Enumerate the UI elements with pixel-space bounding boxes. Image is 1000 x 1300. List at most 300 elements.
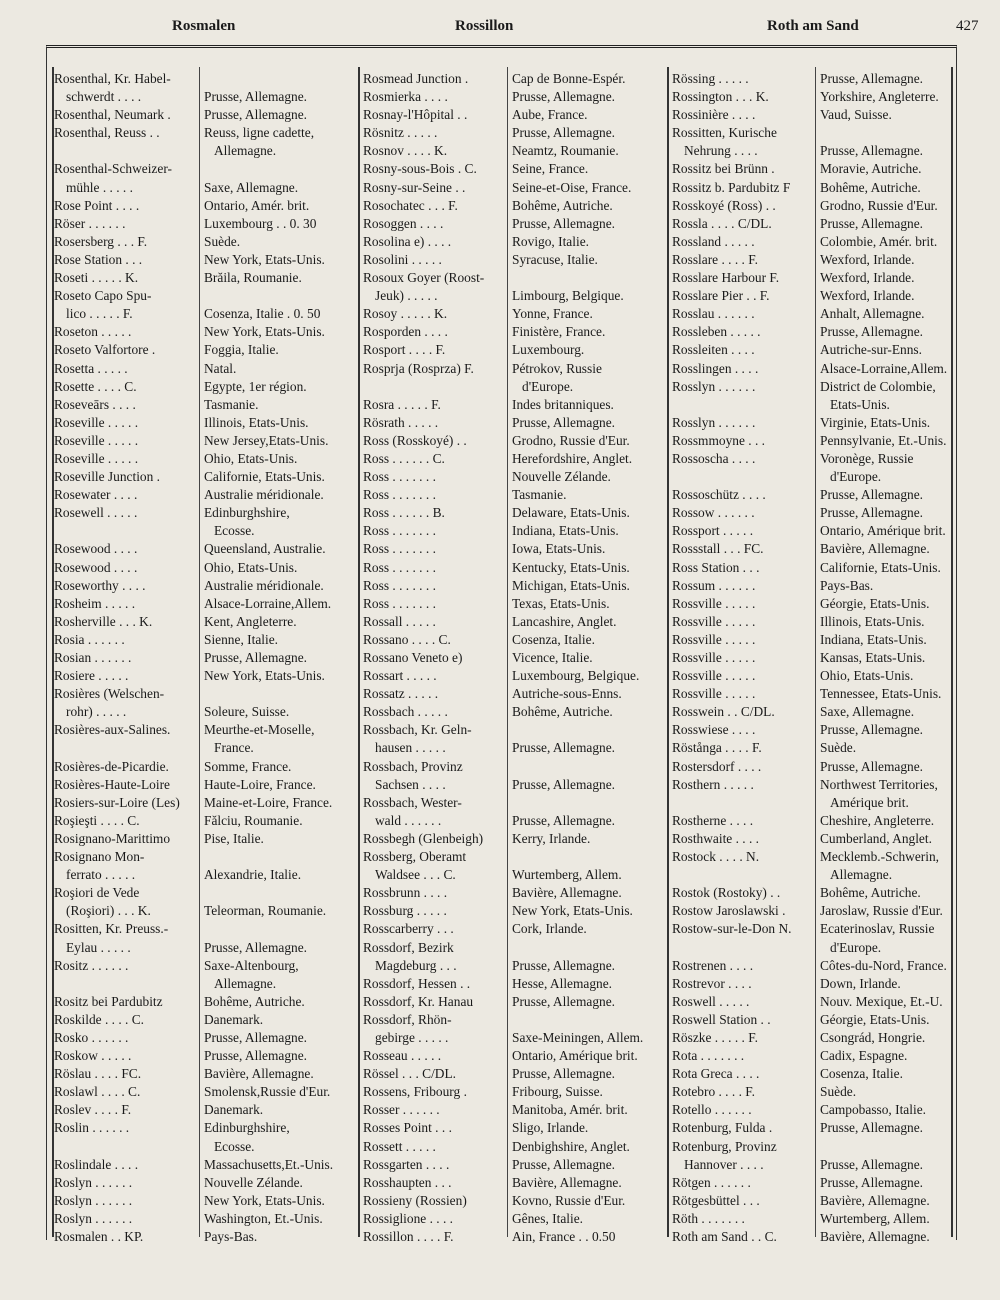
place-name: Rössing . . . . .: [672, 71, 749, 86]
table-row: [54, 975, 354, 993]
table-row: [54, 88, 354, 106]
place-region: District de Colombie,: [820, 378, 936, 394]
table-row: [54, 1138, 354, 1156]
place-region: Northwest Territories,: [820, 776, 938, 792]
place-region: Allemagne.: [830, 867, 893, 883]
place-region: Somme, France.: [204, 758, 292, 774]
place-region: Bavière, Allemagne.: [820, 1229, 930, 1244]
table-row: [672, 631, 957, 649]
place-name: Rossoscha . . . .: [672, 450, 756, 466]
table-row: [363, 305, 665, 323]
place-region: Pennsylvanie, Et.-Unis.: [820, 432, 947, 448]
table-row: [363, 1228, 665, 1246]
place-name: Rosenthal, Reuss . .: [54, 125, 160, 141]
place-name: Rossum . . . . . .: [672, 577, 756, 593]
table-row: [672, 812, 957, 830]
place-name: Rosser . . . . . .: [363, 1102, 440, 1118]
place-region: Manitoba, Amér. brit.: [512, 1102, 628, 1118]
header-center-word: Rossillon: [455, 18, 514, 34]
place-name: Rosewood . . . .: [54, 541, 138, 557]
table-row: [363, 884, 665, 902]
table-row: [363, 631, 665, 649]
place-name: Rossitten, Kurische: [672, 125, 777, 141]
table-row: [363, 124, 665, 142]
place-region: Grodno, Russie d'Eur.: [512, 432, 630, 448]
place-name: Rosolina e) . . . .: [363, 233, 452, 249]
place-region: Queensland, Australie.: [204, 541, 326, 557]
place-region: Prusse, Allemagne.: [204, 89, 308, 105]
table-row: [363, 1192, 665, 1210]
place-name: Rosslare Pier . . F.: [672, 288, 770, 304]
table-row: [672, 360, 957, 378]
table-row: [54, 323, 354, 341]
table-row: [54, 360, 354, 378]
table-row: [363, 197, 665, 215]
place-name: Rosolini . . . . .: [363, 251, 442, 267]
place-region: Foggia, Italie.: [204, 342, 279, 358]
place-region: Prusse, Allemagne.: [820, 1156, 924, 1172]
place-region: Michigan, Etats-Unis.: [512, 577, 630, 593]
table-row: [672, 1156, 957, 1174]
place-name: Rotebro . . . . F.: [672, 1084, 755, 1100]
place-region: Grodno, Russie d'Eur.: [820, 197, 938, 213]
place-name: Rossatz . . . . .: [363, 686, 439, 702]
table-row: [363, 323, 665, 341]
place-region: Campobasso, Italie.: [820, 1102, 926, 1118]
place-name: Rosières-aux-Salines.: [54, 722, 171, 738]
place-region: Allemagne.: [214, 975, 277, 991]
place-region: Anhalt, Allemagne.: [820, 306, 925, 322]
place-region: Géorgie, Etats-Unis.: [820, 1011, 930, 1027]
table-row: [363, 794, 665, 812]
place-name: Rösrath . . . . .: [363, 414, 439, 430]
place-name: Roseworthy . . . .: [54, 577, 146, 593]
place-region: d'Europe.: [830, 939, 882, 955]
place-name: Rösnitz . . . . .: [363, 125, 438, 141]
table-row: [363, 251, 665, 269]
table-row: [672, 920, 957, 938]
place-name: Ross (Rosskoyé) . .: [363, 432, 467, 448]
place-name: Rossville . . . . .: [672, 650, 756, 665]
place-region: Prusse, Allemagne.: [820, 1174, 924, 1190]
place-region: Luxembourg, Belgique.: [512, 668, 640, 684]
place-region: Prusse, Allemagne.: [512, 812, 616, 828]
place-name: Rostersdorf . . . .: [672, 758, 762, 774]
place-name: Rosoggen . . . .: [363, 215, 444, 231]
place-name: Eylau . . . . .: [66, 939, 131, 955]
place-name: Rotenburg, Fulda .: [672, 1120, 773, 1136]
place-region: Bavière, Allemagne.: [820, 1192, 930, 1208]
place-name: Rose Point . . . .: [54, 197, 140, 213]
place-region: Herefordshire, Anglet.: [512, 450, 633, 466]
place-name: Rossington . . . K.: [672, 89, 769, 105]
place-region: Australie méridionale.: [204, 487, 324, 503]
place-region: Prusse, Allemagne.: [820, 324, 924, 340]
table-row: [363, 504, 665, 522]
table-row: [363, 1156, 665, 1174]
table-row: [54, 124, 354, 142]
table-row: [54, 486, 354, 504]
place-name: hausen . . . . .: [375, 740, 446, 756]
table-row: [54, 396, 354, 414]
place-region: Finistère, France.: [512, 324, 606, 340]
table-row: [672, 1228, 957, 1246]
place-region: Prusse, Allemagne.: [820, 758, 924, 774]
table-row: [54, 794, 354, 812]
place-name: Rosslare Harbour F.: [672, 270, 780, 286]
place-region: Nouvelle Zélande.: [204, 1174, 303, 1190]
place-name: Rossberg, Oberamt: [363, 849, 467, 865]
table-row: [672, 305, 957, 323]
place-name: Rossbegh (Glenbeigh): [363, 830, 484, 846]
place-region: Vicence, Italie.: [512, 650, 593, 665]
table-row: [54, 287, 354, 305]
place-region: Saxe-Altenbourg,: [204, 957, 299, 973]
place-name: Rosslau . . . . . .: [672, 306, 755, 322]
place-name: Rositz . . . . . .: [54, 957, 129, 973]
table-row: [672, 414, 957, 432]
place-region: Ohio, Etats-Unis.: [204, 450, 298, 466]
place-name: Rosnay-l'Hôpital . .: [363, 107, 468, 123]
place-region: Wexford, Irlande.: [820, 288, 915, 304]
table-row: [363, 866, 665, 884]
table-row: [363, 1029, 665, 1047]
table-row: [672, 323, 957, 341]
place-region: Luxembourg . . 0. 30: [204, 215, 317, 231]
place-region: Wexford, Irlande.: [820, 251, 915, 267]
place-region: Géorgie, Etats-Unis.: [820, 595, 930, 611]
table-row: [54, 595, 354, 613]
place-name: Ross . . . . . . .: [363, 523, 436, 539]
place-region: d'Europe.: [830, 469, 882, 485]
gazetteer-column-2: [363, 70, 665, 1246]
table-row: [672, 341, 957, 359]
table-row: [363, 848, 665, 866]
table-row: [363, 486, 665, 504]
table-row: [672, 559, 957, 577]
table-row: [54, 341, 354, 359]
place-region: Sligo, Irlande.: [512, 1120, 589, 1136]
table-row: [54, 830, 354, 848]
place-region: Tasmanie.: [512, 487, 567, 503]
place-region: Hesse, Allemagne.: [512, 975, 613, 991]
table-row: [54, 1119, 354, 1137]
place-name: Roslyn . . . . . .: [54, 1210, 133, 1226]
gazetteer-column-1: [54, 70, 354, 1246]
place-region: Bohême, Autriche.: [204, 993, 305, 1009]
place-region: Suède.: [820, 740, 857, 756]
table-row: [54, 1065, 354, 1083]
place-region: Tasmanie.: [204, 396, 259, 412]
place-name: Rostock . . . . N.: [672, 849, 760, 865]
table-row: [363, 595, 665, 613]
place-name: Rosières-de-Picardie.: [54, 758, 169, 774]
table-row: [54, 1156, 354, 1174]
column-rule: [667, 67, 669, 1237]
place-name: Roseveārs . . . .: [54, 396, 136, 412]
table-row: [54, 739, 354, 757]
table-row: [672, 396, 957, 414]
place-name: Rosra . . . . . F.: [363, 396, 441, 412]
place-name: Rossbach . . . . .: [363, 704, 448, 720]
table-row: [54, 1101, 354, 1119]
table-row: [672, 1047, 957, 1065]
place-region: Pays-Bas.: [204, 1229, 258, 1244]
place-name: Rosetta . . . . .: [54, 360, 128, 376]
place-name: Roşieşti . . . . C.: [54, 812, 140, 828]
table-row: [363, 739, 665, 757]
place-region: Smolensk,Russie d'Eur.: [204, 1084, 331, 1100]
table-row: [54, 703, 354, 721]
table-row: [363, 613, 665, 631]
table-row: [54, 233, 354, 251]
table-row: [54, 70, 354, 88]
table-row: [363, 993, 665, 1011]
table-row: [672, 1210, 957, 1228]
place-name: Rossiglione . . . .: [363, 1210, 454, 1226]
place-name: Rotenburg, Provinz: [672, 1138, 777, 1154]
table-row: [363, 378, 665, 396]
place-region: Haute-Loire, France.: [204, 776, 316, 792]
place-region: Vaud, Suisse.: [820, 107, 892, 123]
place-region: Bohême, Autriche.: [820, 179, 921, 195]
table-row: [363, 432, 665, 450]
place-region: Prusse, Allemagne.: [512, 957, 616, 973]
place-region: Moravie, Autriche.: [820, 161, 922, 177]
table-row: [54, 902, 354, 920]
table-row: [672, 830, 957, 848]
place-name: Rossow . . . . . .: [672, 505, 755, 521]
place-name: Rosslyn . . . . . .: [672, 414, 756, 430]
table-row: [672, 758, 957, 776]
place-name: Magdeburg . . .: [375, 957, 457, 973]
place-region: Prusse, Allemagne.: [820, 71, 924, 86]
table-row: [363, 233, 665, 251]
table-row: [672, 685, 957, 703]
table-row: [363, 957, 665, 975]
place-name: Rosthwaite . . . .: [672, 830, 760, 846]
place-name: Rosochatec . . . F.: [363, 197, 458, 213]
place-name: Röser . . . . . .: [54, 215, 126, 231]
table-row: [54, 920, 354, 938]
table-row: [363, 88, 665, 106]
place-name: Rossoschütz . . . .: [672, 487, 766, 503]
table-row: [363, 830, 665, 848]
place-name: Rossleben . . . . .: [672, 324, 761, 340]
table-row: [54, 1174, 354, 1192]
place-region: Jaroslaw, Russie d'Eur.: [820, 903, 943, 919]
place-name: schwerdt . . . .: [66, 89, 142, 105]
table-row: [54, 468, 354, 486]
place-name: Rössel . . . C/DL.: [363, 1066, 456, 1082]
place-name: Rossgarten . . . .: [363, 1156, 450, 1172]
place-region: Yorkshire, Angleterre.: [820, 89, 939, 105]
place-name: Rosswiese . . . .: [672, 722, 756, 738]
place-name: Rossitz b. Pardubitz F: [672, 179, 791, 195]
place-region: Prusse, Allemagne.: [512, 89, 616, 105]
place-name: Rostrenen . . . .: [672, 957, 754, 973]
place-region: New York, Etats-Unis.: [204, 668, 325, 684]
place-region: Australie méridionale.: [204, 577, 324, 593]
table-row: [54, 848, 354, 866]
place-name: Roswell Station . .: [672, 1011, 771, 1027]
table-row: [672, 179, 957, 197]
table-row: [54, 522, 354, 540]
place-region: Nouvelle Zélande.: [512, 469, 611, 485]
place-name: Rosporden . . . .: [363, 324, 448, 340]
table-row: [672, 577, 957, 595]
table-row: [672, 667, 957, 685]
place-region: Natal.: [204, 360, 237, 376]
page-header: [0, 0, 1000, 40]
table-row: [672, 450, 957, 468]
place-region: Colombie, Amér. brit.: [820, 233, 938, 249]
place-region: Prusse, Allemagne.: [820, 487, 924, 503]
table-row: [363, 758, 665, 776]
place-region: New York, Etats-Unis.: [204, 251, 325, 267]
place-name: Rosignano Mon-: [54, 849, 145, 865]
table-row: [54, 414, 354, 432]
place-region: Virginie, Etats-Unis.: [820, 414, 931, 430]
place-name: Rosherville . . . K.: [54, 613, 153, 629]
place-region: Prusse, Allemagne.: [820, 505, 924, 521]
place-name: Rotello . . . . . .: [672, 1102, 752, 1118]
table-row: [672, 1029, 957, 1047]
place-name: Rossinière . . . .: [672, 107, 756, 123]
place-region: Cosenza, Italie.: [512, 631, 595, 647]
place-region: Gênes, Italie.: [512, 1210, 584, 1226]
place-region: Ecaterinoslav, Russie: [820, 921, 935, 937]
table-row: [363, 522, 665, 540]
table-row: [363, 1101, 665, 1119]
place-name: Roseto Capo Spu-: [54, 288, 152, 304]
place-name: Rossens, Fribourg .: [363, 1084, 467, 1100]
place-region: Reuss, ligne cadette,: [204, 125, 315, 141]
table-row: [672, 649, 957, 667]
place-name: Rossdorf, Bezirk: [363, 939, 454, 955]
place-name: (Roşiori) . . . K.: [66, 903, 151, 919]
place-name: Rostrevor . . . .: [672, 975, 752, 991]
place-name: Rosshaupten . . .: [363, 1174, 452, 1190]
place-name: Rosslyn . . . . . .: [672, 378, 756, 394]
table-row: [54, 957, 354, 975]
table-row: [672, 975, 957, 993]
table-row: [363, 776, 665, 794]
table-row: [672, 269, 957, 287]
place-region: Seine-et-Oise, France.: [512, 179, 632, 195]
table-row: [672, 776, 957, 794]
table-row: [363, 920, 665, 938]
page-number: 427: [956, 18, 979, 34]
table-row: [672, 957, 957, 975]
table-row: [54, 197, 354, 215]
table-row: [363, 902, 665, 920]
header-right-word: Roth am Sand: [767, 18, 859, 34]
place-name: Rosewater . . . .: [54, 487, 138, 503]
table-row: [672, 1192, 957, 1210]
table-row: [672, 540, 957, 558]
table-row: [363, 106, 665, 124]
place-name: Rosières (Welschen-: [54, 686, 165, 702]
place-name: Ross . . . . . . .: [363, 487, 436, 503]
table-row: [672, 287, 957, 305]
place-name: Rostow Jaroslawski .: [672, 903, 786, 919]
place-name: Rosskoyé (Ross) . .: [672, 197, 776, 213]
place-region: Bavière, Allemagne.: [512, 885, 622, 901]
place-region: Syracuse, Italie.: [512, 251, 598, 267]
place-region: Wurtemberg, Allem.: [512, 867, 622, 883]
table-row: [672, 522, 957, 540]
place-name: Rossano . . . . C.: [363, 631, 451, 647]
place-region: Californie, Etats-Unis.: [820, 559, 941, 575]
table-row: [672, 703, 957, 721]
place-name: Rosmalen . . KP.: [54, 1229, 144, 1244]
table-row: [363, 540, 665, 558]
place-region: New Jersey,Etats-Unis.: [204, 432, 329, 448]
place-name: Rossville . . . . .: [672, 686, 756, 702]
place-name: Ross . . . . . . .: [363, 469, 436, 485]
place-name: Jeuk) . . . . .: [375, 288, 438, 304]
place-name: Rosprja (Rosprza) F.: [363, 360, 474, 376]
place-name: Rosières-Haute-Loire: [54, 776, 171, 792]
table-row: [672, 1083, 957, 1101]
table-row: [54, 812, 354, 830]
table-row: [672, 124, 957, 142]
place-region: Prusse, Allemagne.: [512, 1156, 616, 1172]
place-region: Washington, Et.-Unis.: [204, 1210, 323, 1226]
place-region: Prusse, Allemagne.: [512, 740, 616, 756]
place-region: Prusse, Allemagne.: [512, 414, 616, 430]
place-name: Rostow-sur-le-Don N.: [672, 921, 792, 937]
place-region: Illinois, Etats-Unis.: [204, 414, 309, 430]
place-name: Rossitz bei Brünn .: [672, 161, 775, 177]
place-name: Rossmmoyne . . .: [672, 432, 765, 448]
place-name: Ross Station . . .: [672, 559, 760, 575]
place-name: Waldsee . . . C.: [375, 867, 456, 883]
place-name: Ross . . . . . . .: [363, 595, 436, 611]
table-row: [672, 1174, 957, 1192]
table-row: [54, 613, 354, 631]
table-row: [672, 1119, 957, 1137]
table-row: [672, 142, 957, 160]
place-region: Bohême, Autriche.: [820, 885, 921, 901]
table-row: [363, 1210, 665, 1228]
place-name: Rossla . . . . C/DL.: [672, 215, 772, 231]
table-row: [54, 559, 354, 577]
place-name: Rossdorf, Rhön-: [363, 1011, 452, 1027]
place-name: Roseville . . . . .: [54, 450, 139, 466]
table-row: [672, 233, 957, 251]
place-name: Roswell . . . . .: [672, 993, 750, 1009]
place-name: Rosport . . . . F.: [363, 342, 446, 358]
place-name: Roslyn . . . . . .: [54, 1174, 133, 1190]
place-name: Rossville . . . . .: [672, 613, 756, 629]
place-name: Rose Station . . .: [54, 251, 143, 267]
table-row: [672, 432, 957, 450]
table-row: [54, 577, 354, 595]
place-region: Etats-Unis.: [830, 396, 890, 412]
place-name: Rossland . . . . .: [672, 233, 755, 249]
place-name: mühle . . . . .: [66, 179, 133, 195]
place-name: lico . . . . . F.: [66, 306, 133, 322]
place-region: Massachusetts,Et.-Unis.: [204, 1156, 334, 1172]
table-row: [363, 721, 665, 739]
table-row: [672, 848, 957, 866]
header-left-word: Rosmalen: [172, 18, 236, 34]
place-region: Danemark.: [204, 1102, 264, 1118]
place-name: Rossbach, Provinz: [363, 758, 463, 774]
place-region: Amérique brit.: [830, 794, 909, 810]
